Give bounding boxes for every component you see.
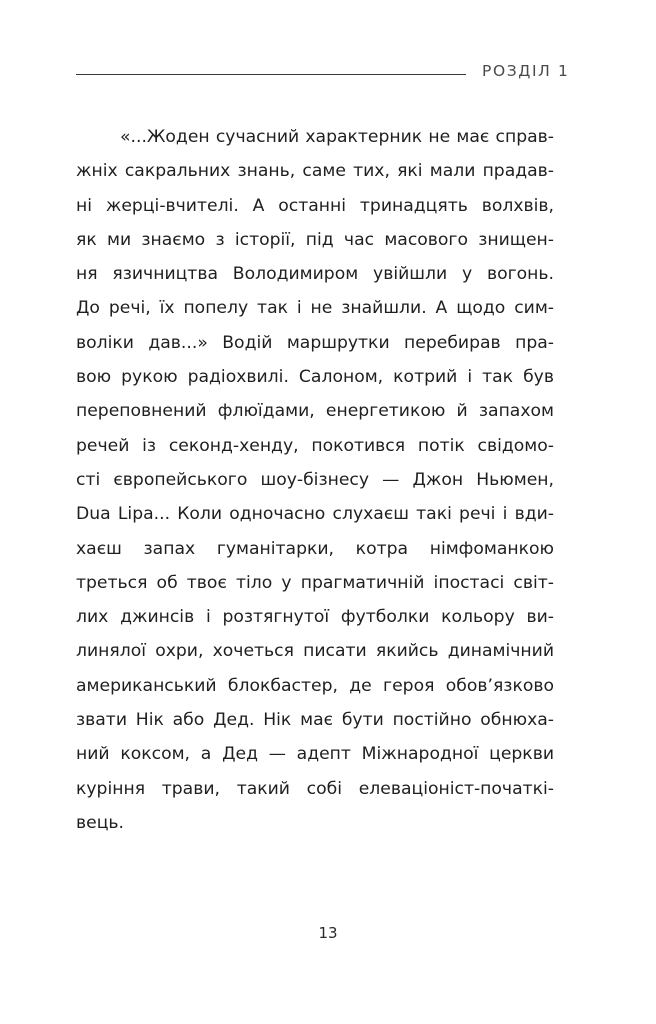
text-line: воліки дав...» Водій маршрутки перебирав пра- — [76, 332, 554, 353]
text-line: куріння трави, такий собі елеваціоніст-початкі- — [76, 778, 554, 799]
text-line: переповнений флюїдами, енергетикою й запахом — [76, 401, 554, 422]
text-line: вець. — [76, 812, 124, 833]
text-line: ні жерці-вчителі. А останні тринадцять волхвів, — [76, 195, 554, 216]
text-line: сті європейського шоу-бізнесу — Джон Ньюмен, — [76, 469, 554, 490]
text-line: ний коксом, а Дед — адепт Міжнародної церкви — [76, 744, 554, 765]
text-line: лих джинсів і розтягнутої футболки кольору ви- — [76, 607, 554, 628]
text-line: треться об твоє тіло у прагматичній іпостасі світ- — [76, 572, 554, 593]
text-line: «...Жоден сучасний характерник не має справ- — [120, 127, 554, 147]
text-line: жніх сакральних знань, саме тих, які мали прадав- — [76, 161, 554, 182]
text-line: вою рукою радіохвилі. Салоном, котрий і так був — [76, 367, 554, 388]
page-number: 13 — [318, 924, 338, 942]
chapter-label: РОЗДІЛ 1 — [482, 62, 570, 80]
text-line: хаєш запах гуманітарки, котра німфоманкою — [76, 538, 554, 559]
text-line: як ми знаємо з історії, під час масового знищен- — [76, 229, 554, 250]
text-line: речей із секонд-хенду, покотився потік свідомо- — [76, 435, 554, 456]
text-line: ня язичництва Володимиром увійшли у вогонь. — [76, 264, 554, 285]
text-line: До речі, їх попелу так і не знайшли. А щодо сим- — [76, 298, 554, 319]
text-line: линялої охри, хочеться писати якийсь динамічний — [76, 641, 554, 662]
body-paragraph — [76, 120, 554, 840]
text-line: американський блокбастер, де героя обов’язково — [76, 675, 554, 696]
text-line: звати Нік або Дед. Нік має бути постійно обнюха- — [76, 710, 554, 731]
text-line: Dua Lipa... Коли одночасно слухаєш такі речі і вди- — [76, 504, 554, 525]
header-rule — [76, 74, 466, 75]
